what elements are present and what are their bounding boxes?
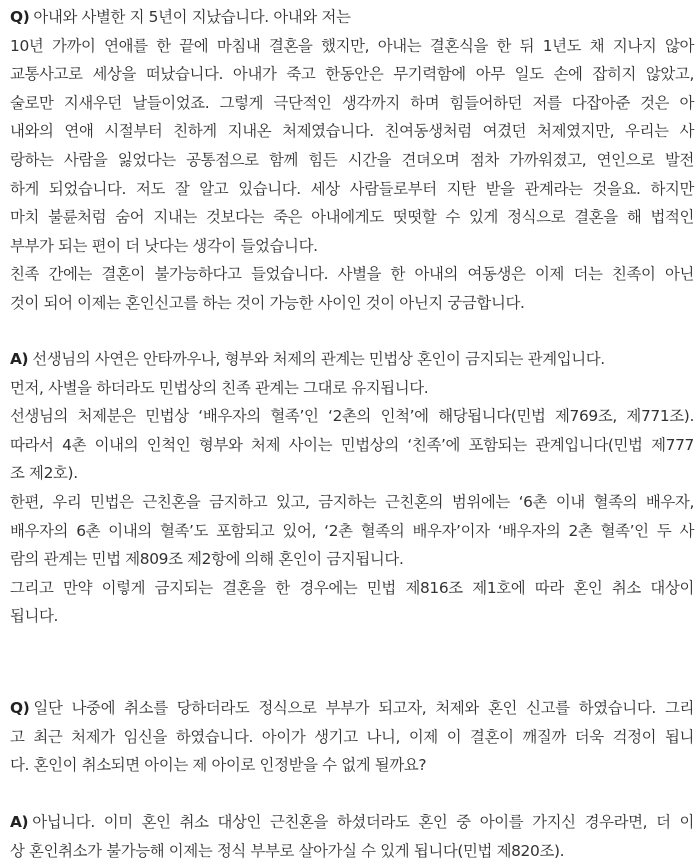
question-1-line-5: 내와의 연애 시절부터 친하게 지내온 처제였습니다. 친여동생처럼 여겼던 처제였지만, 우리는 사	[10, 122, 694, 141]
answer-2-text: 아닙니다. 이미 혼인 취소 대상인 근친혼을 하셨더라도 혼인 중 아이를 가지신 경우라면, 더 이	[32, 813, 694, 831]
question-1-line-10: 친족 간에는 결혼이 불가능하다고 들었습니다. 사별을 한 아내의 여동생은 이제 더는 친족이 아닌	[10, 265, 694, 284]
answer-label: A)	[10, 350, 29, 368]
question-2-line-3: 다. 혼인이 취소되면 아이는 제 아이로 인정받을 수 없게 될까요?	[10, 756, 427, 775]
question-1-line-8: 마치 불륜처럼 숨어 지내는 것보다는 죽은 아내에게도 떳떳할 수 있게 정식으로 결혼을 해 법적인	[10, 208, 694, 227]
answer-2	[10, 808, 694, 865]
answer-1-line-1	[10, 345, 694, 374]
answer-label: A)	[10, 813, 29, 831]
question-1-line-4: 술로만 지새우던 날들이었죠. 그렇게 극단적인 생각까지 하며 힘들어하던 저를 다잡아준 것은 아	[10, 93, 694, 112]
answer-1	[10, 345, 694, 631]
answer-1-line-4: 따라서 4촌 이내의 인척인 형부와 처제 사이는 민법상의 ‘친족’에 포함되는 관계입니다(민법 제777	[10, 435, 694, 454]
answer-1-line-3: 선생님의 처제분은 민법상 ‘배우자의 혈족’인 ‘2촌의 인척’에 해당됩니다(민법 제769조, 제771조).	[10, 407, 694, 426]
answer-1-line-2: 먼저, 사별을 하더라도 민법상의 친족 관계는 그대로 유지됩니다.	[10, 378, 429, 397]
answer-1-line-9: 그리고 만약 이렇게 금지되는 결혼을 한 경우에는 민법 제816조 제1호에 따라 혼인 취소 대상이	[10, 578, 694, 597]
question-2-line-2: 고 최근 처제가 임신을 하였습니다. 아이가 생기고 나니, 이제 이 결혼이 깨질까 더욱 걱정이 됩니	[10, 727, 694, 746]
question-1-line-1	[10, 3, 694, 32]
question-2-text: 일단 나중에 취소를 당하더라도 정식으로 부부가 되고자, 처제와 혼인 신고를 하였습니다. 그리	[33, 699, 694, 717]
answer-1-line-5: 조 제2호).	[10, 464, 78, 483]
question-2	[10, 694, 694, 780]
question-label: Q)	[10, 699, 30, 717]
answer-2-line-1	[10, 808, 694, 837]
answer-1-line-10: 됩니다.	[10, 607, 59, 626]
question-1-line-11: 것이 되어 이제는 혼인신고를 하는 것이 가능한 사이인 것이 아닌지 궁금합니다.	[10, 293, 525, 312]
question-1-line-6: 랑하는 사람을 잃었다는 공통점으로 함께 힘든 시간을 견뎌오며 점차 가까워졌고, 연인으로 발전	[10, 150, 694, 169]
answer-1-line-8: 람의 관계는 민법 제809조 제2항에 의해 혼인이 금지됩니다.	[10, 550, 404, 569]
question-2-line-1	[10, 694, 694, 723]
answer-1-text: 선생님의 사연은 안타까우나, 형부와 처제의 관계는 민법상 혼인이 금지되는 관계입니다.	[32, 350, 605, 368]
answer-1-line-7: 배우자의 6촌 이내의 혈족’도 포함되고 있어, ‘2촌 혈족의 배우자’이자 ‘배우자의 2촌 혈족’인 두 사	[10, 521, 694, 540]
question-1-line-2: 10년 가까이 연애를 한 끝에 마침내 결혼을 했지만, 아내는 결혼식을 한 뒤 1년도 채 지나지 않아	[10, 36, 694, 55]
answer-1-line-6: 한편, 우리 민법은 근친혼을 금지하고 있고, 금지하는 근친혼의 범위에는 ‘6촌 이내 혈족의 배우자,	[10, 492, 694, 511]
question-1-line-9: 부부가 되는 편이 더 낫다는 생각이 들었습니다.	[10, 236, 318, 255]
question-1-line-3: 교통사고로 세상을 떠났습니다. 아내가 죽고 한동안은 무기력함에 아무 일도 손에 잡히지 않았고,	[10, 65, 694, 84]
question-label: Q)	[10, 8, 30, 26]
answer-2-line-2: 상 혼인취소가 불가능해 이제는 정식 부부로 살아가실 수 있게 됩니다(민법 제820조).	[10, 841, 565, 860]
question-1-text: 아내와 사별한 지 5년이 지났습니다. 아내와 저는	[33, 8, 351, 26]
question-1-line-7: 하게 되었습니다. 저도 잘 알고 있습니다. 세상 사람들로부터 지탄 받을 관계라는 것을요. 하지만	[10, 179, 694, 198]
question-1	[10, 3, 694, 318]
